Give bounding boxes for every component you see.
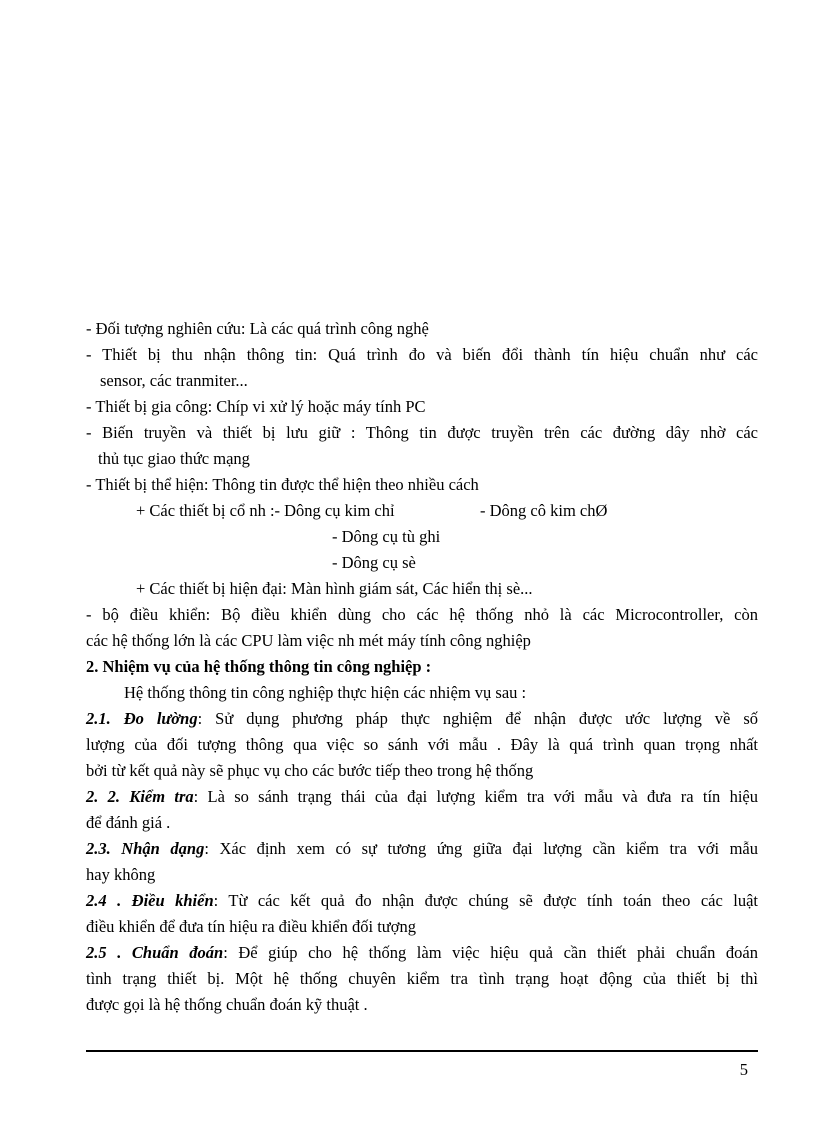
page-number: 5 bbox=[739, 1060, 748, 1079]
item-recognition-text: : Xác định xem có sự tương ứng giữa đại lượng cần kiểm tra với mẫu bbox=[204, 839, 759, 858]
item-control-text: : Từ các kết quả đo nhận được chúng sẽ được tính toán theo các luật bbox=[213, 891, 758, 910]
item-inspection-cont: để đánh giá . bbox=[86, 813, 171, 832]
section-intro: Hệ thống thông tin công nghiệp thực hiện các nhiệm vụ sau : bbox=[124, 683, 527, 702]
item-inspection-text: : Là so sánh trạng thái của đại lượng kiểm tra với mẫu và đưa ra tín hiệu bbox=[193, 787, 758, 806]
item-recognition bbox=[86, 836, 758, 862]
bullet-controller-cont: các hệ thống lớn là các CPU làm việc nh mét máy tính công nghiệp bbox=[86, 631, 531, 650]
bullet-transmission-storage: - Biến truyền và thiết bị lưu giữ : Thông tin được truyền trên các đường dây nhờ các bbox=[86, 423, 758, 442]
bullet-research-object: - Đối tượng nghiên cứu: Là các quá trình công nghệ bbox=[86, 319, 429, 338]
item-diagnosis bbox=[86, 940, 758, 966]
item-control-label: 2.4 . Điều khiển bbox=[86, 891, 214, 910]
item-control bbox=[86, 888, 758, 914]
item-control-cont: điều khiển để đưa tín hiệu ra điều khiển đối tượng bbox=[86, 917, 416, 936]
bullet-display-device: - Thiết bị thể hiện: Thông tin được thể hiện theo nhiều cách bbox=[86, 475, 479, 494]
sub-modern-devices: + Các thiết bị hiện đại: Màn hình giám sát, Các hiển thị sè... bbox=[136, 579, 533, 598]
bullet-transmission-storage-cont: thủ tục giao thức mạng bbox=[98, 449, 250, 468]
item-inspection bbox=[86, 784, 758, 810]
item-measurement bbox=[86, 706, 758, 732]
item-recognition-label: 2.3. Nhận dạng bbox=[86, 839, 205, 858]
bullet-processing-device: - Thiết bị gia công: Chíp vi xử lý hoặc máy tính PC bbox=[86, 397, 426, 416]
item-inspection-label: 2. 2. Kiểm tra bbox=[86, 787, 194, 806]
sub-recording-instrument: - Dông cụ tù ghi bbox=[332, 527, 441, 546]
sub-classic-devices-label: + Các thiết bị cổ nh :- Dông cụ kim chỉ bbox=[136, 501, 395, 520]
item-measurement-cont-2: bởi từ kết quả này sẽ phục vụ cho các bước tiếp theo trong hệ thống bbox=[86, 761, 534, 780]
item-diagnosis-text: : Để giúp cho hệ thống làm việc hiệu quả cần thiết phải chuẩn đoán bbox=[223, 943, 758, 962]
item-diagnosis-cont-1: tình trạng thiết bị. Một hệ thống chuyên kiểm tra tình trạng hoạt động của thiết bị thì bbox=[86, 969, 758, 988]
footer-rule bbox=[86, 1050, 758, 1052]
sub-pointer-instrument: - Dông cô kim chØ bbox=[480, 501, 608, 520]
item-measurement-text: : Sử dụng phương pháp thực nghiệm để nhận được ước lượng về số bbox=[197, 709, 758, 728]
item-measurement-label: 2.1. Đo lường bbox=[86, 709, 198, 728]
bullet-acquisition-device-cont: sensor, các tranmiter... bbox=[100, 371, 248, 390]
bullet-controller: - bộ điều khiển: Bộ điều khiển dùng cho các hệ thống nhỏ là các Microcontroller, còn bbox=[86, 605, 758, 624]
sub-digital-instrument: - Dông cụ sè bbox=[332, 553, 416, 572]
item-measurement-cont-1: lượng của đối tượng thông qua việc so sánh với mẫu . Đây là quá trình quan trọng nhất bbox=[86, 735, 758, 754]
item-diagnosis-cont-2: được gọi là hệ thống chuẩn đoán kỹ thuật . bbox=[86, 995, 368, 1014]
section-heading: 2. Nhiệm vụ của hệ thống thông tin công nghiệp : bbox=[86, 657, 432, 676]
item-diagnosis-label: 2.5 . Chuẩn đoán bbox=[86, 943, 224, 962]
item-recognition-cont: hay không bbox=[86, 865, 156, 884]
sub-classic-devices bbox=[136, 498, 758, 524]
bullet-acquisition-device: - Thiết bị thu nhận thông tin: Quá trình đo và biến đổi thành tín hiệu chuẩn như các bbox=[86, 345, 758, 364]
